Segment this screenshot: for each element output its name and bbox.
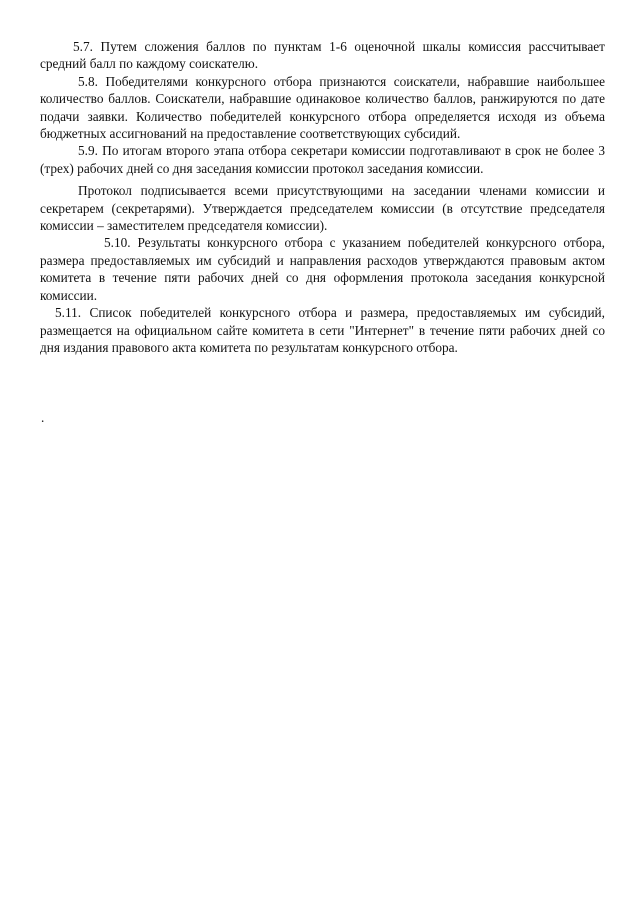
paragraph-5-7: 5.7. Путем сложения баллов по пунктам 1-6 оценочной шкалы комиссия рассчитывает средний балл по каждому соискателю.: [40, 39, 605, 72]
paragraph-5-9: 5.9. По итогам второго этапа отбора секретари комиссии подготавливают в срок не более 3 (трех) рабочих дней со дня заседания комиссии протокол заседания комиссии.: [40, 143, 605, 176]
document-body: [40, 38, 605, 356]
paragraph-protocol: Протокол подписывается всеми присутствующими на заседании членами комиссии и секретарем (секретарями). Утверждается председателем комиссии (в отсутствие председателя комиссии – заместителем председателя комиссии).: [40, 183, 605, 234]
paragraph-5-11: 5.11. Список победителей конкурсного отбора и размера, предоставляемых им субсидий, размещается на официальном сайте комитета в сети "Интернет" в течение пяти рабочих дней со дня издания правового акта комитета по результатам конкурсного отбора.: [40, 305, 605, 355]
paragraph-5-10: 5.10. Результаты конкурсного отбора с указанием победителей конкурсного отбора, размера предоставляемых им субсидий и направления расходов утверждаются правовым актом комитета в течение пяти рабочих дней со дня оформления протокола заседания конкурсной комиссии.: [40, 235, 605, 303]
paragraph-5-8: 5.8. Победителями конкурсного отбора признаются соискатели, набравшие наибольшее количество баллов. Соискатели, набравшие одинаковое количество баллов, ранжируются по дате подачи заявки. Количество победителей конкурсного отбора определяется исходя из объема бюджетных ассигнований на предоставление соответствующих субсидий.: [40, 73, 605, 142]
stray-dot: .: [41, 410, 45, 425]
